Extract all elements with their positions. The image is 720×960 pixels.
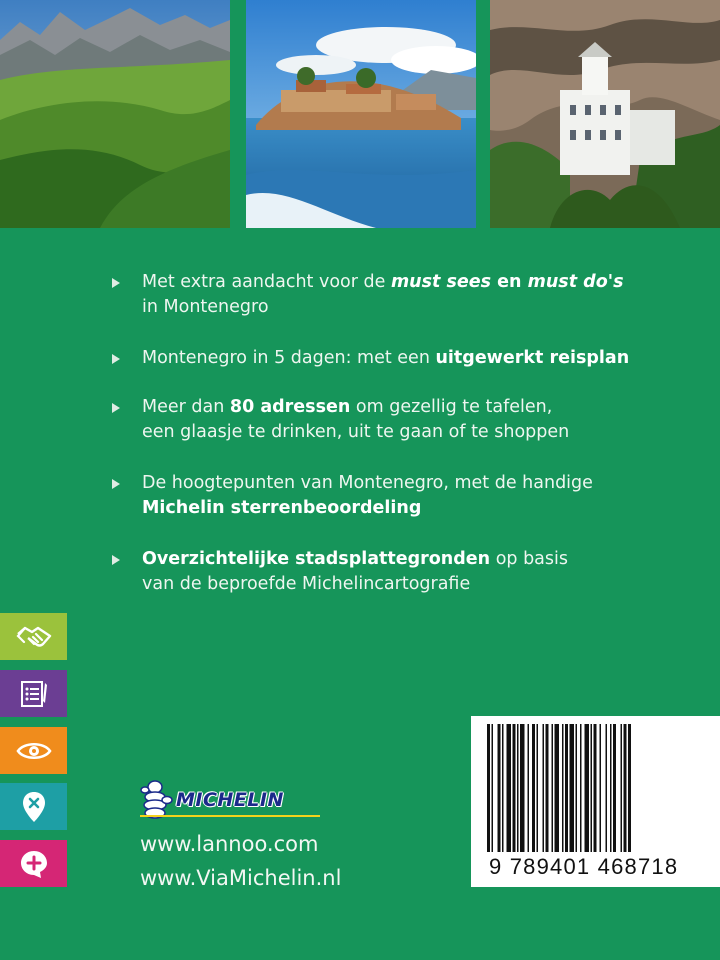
bullet-arrow-icon (112, 479, 120, 489)
barcode-bar (576, 724, 578, 852)
barcode-bar (498, 724, 501, 852)
barcode-bar (555, 724, 560, 852)
feature-emphasis: 80 adressen (229, 397, 351, 417)
barcode-bar (528, 724, 530, 852)
map-pin-cross-icon (21, 791, 47, 823)
feature-emphasis: Overzichtelijke stadsplattegronden (142, 549, 491, 569)
feature-item (112, 346, 672, 371)
logo-underline (140, 815, 320, 817)
barcode-bar (546, 724, 549, 852)
barcode-bar (507, 724, 512, 852)
barcode-bar (532, 724, 535, 852)
feature-emphasis: uitgewerkt reisplan (435, 348, 630, 368)
barcode-bar (513, 724, 516, 852)
feature-item (112, 395, 672, 445)
feature-emphasis: en (491, 272, 528, 292)
barcode-bar (621, 724, 623, 852)
barcode-bar (517, 724, 519, 852)
barcode-bar (520, 724, 525, 852)
tab-handshake (0, 613, 67, 660)
bullet-arrow-icon (112, 403, 120, 413)
feature-emphasis: must sees (390, 272, 492, 292)
barcode-bar (502, 724, 504, 852)
feature-text: van de beproefde Michelincartografie (142, 574, 471, 594)
website-link-viamichelin[interactable]: www.ViaMichelin.nl (140, 866, 342, 890)
feature-item (112, 270, 672, 320)
feature-item (112, 471, 672, 521)
isbn-number: 9 789401 468718 (489, 854, 679, 879)
barcode-bar (594, 724, 597, 852)
barcode-bar (585, 724, 590, 852)
feature-text: Montenegro in 5 dagen: met een (142, 348, 436, 368)
tab-eye (0, 727, 67, 774)
photo-island (246, 0, 476, 228)
barcode-bars (487, 724, 705, 852)
barcode-bar (562, 724, 564, 852)
barcode-bar (565, 724, 568, 852)
feature-item (112, 547, 672, 597)
barcode-bar (552, 724, 554, 852)
barcode-bar (610, 724, 612, 852)
barcode-bar (628, 724, 631, 852)
barcode-bar (624, 724, 627, 852)
barcode-bar (606, 724, 608, 852)
barcode-bar (543, 724, 545, 852)
feature-emphasis: Michelin sterrenbeoordeling (142, 498, 422, 518)
feature-text: Met extra aandacht voor de (142, 272, 391, 292)
photo-monastery (490, 0, 720, 228)
feature-text: een glaasje te drinken, uit te gaan of te shoppen (142, 422, 570, 442)
bullet-arrow-icon (112, 354, 120, 364)
tab-menu (0, 670, 67, 717)
bullet-arrow-icon (112, 278, 120, 288)
barcode-bar (570, 724, 575, 852)
menu-list-icon (19, 679, 49, 709)
feature-text: Meer dan (142, 397, 230, 417)
feature-text: om gezellig te tafelen, (350, 397, 553, 417)
eye-icon (16, 739, 52, 763)
photo-mountains (0, 0, 230, 228)
feature-text: op basis (490, 549, 568, 569)
logo-wordmark: MICHELIN (176, 789, 284, 811)
feature-emphasis: must do's (527, 272, 624, 292)
feature-list (112, 270, 672, 597)
barcode-bar (600, 724, 602, 852)
website-link-lannoo[interactable]: www.lannoo.com (140, 832, 319, 856)
barcode-bar (492, 724, 494, 852)
michelin-man-icon (140, 780, 174, 820)
tab-plus (0, 840, 67, 887)
plus-bubble-icon (19, 849, 49, 879)
bullet-arrow-icon (112, 555, 120, 565)
tab-map-pin (0, 783, 67, 830)
handshake-icon (16, 624, 52, 650)
feature-text: in Montenegro (142, 297, 269, 317)
barcode-bar (580, 724, 582, 852)
barcode-bar (591, 724, 593, 852)
barcode-bar (537, 724, 539, 852)
michelin-logo (140, 780, 284, 820)
barcode-bar (487, 724, 490, 852)
feature-text: De hoogtepunten van Montenegro, met de handige (142, 473, 593, 493)
barcode-bar (613, 724, 616, 852)
isbn-barcode (471, 716, 720, 887)
